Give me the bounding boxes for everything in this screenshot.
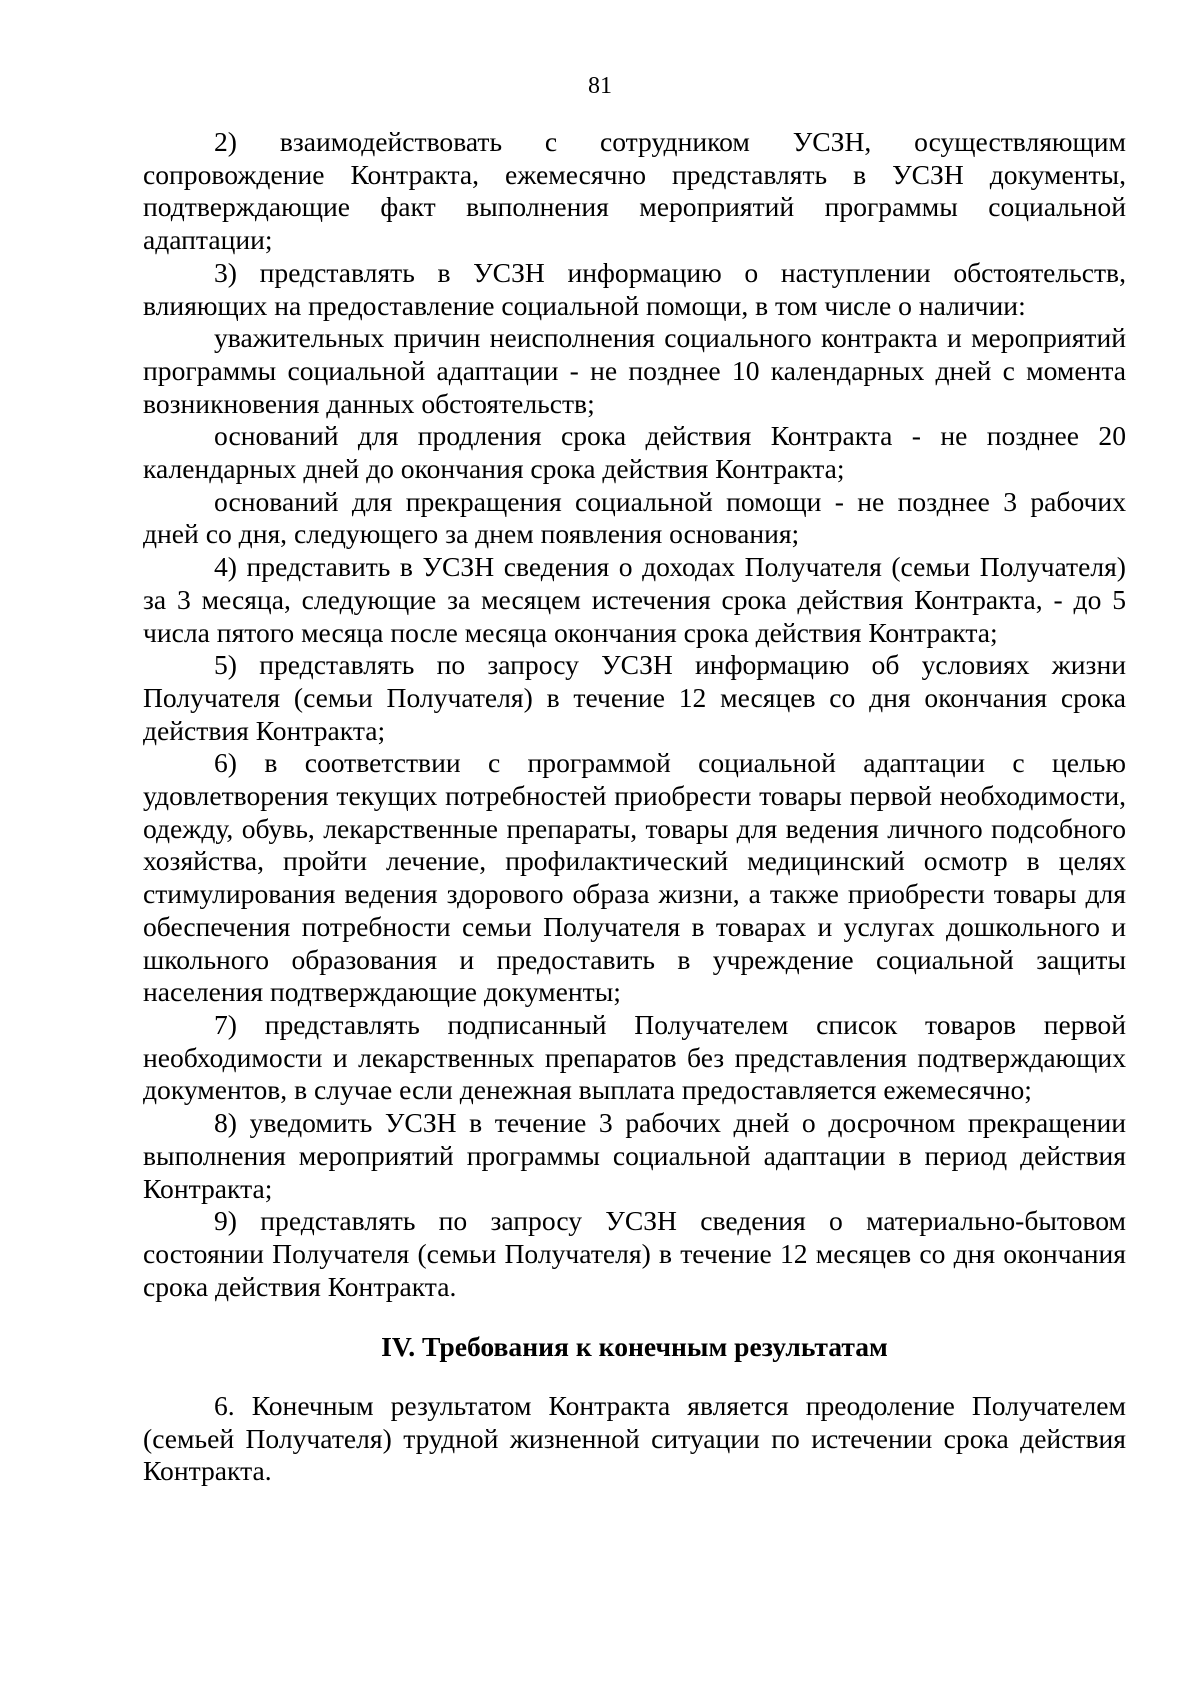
paragraph-subitem-extension-grounds: оснований для продления срока действия Контракта - не позднее 20 календарных дней до окончания срока действия Контракта; — [143, 420, 1126, 485]
paragraph-item-9: 9) представлять по запросу УСЗН сведения о материально-бытовом состоянии Получателя (семьи Получателя) в течение 12 месяцев со дня окончания срока действия Контракта. — [143, 1205, 1126, 1302]
page-number: 81 — [588, 73, 612, 99]
paragraph-item-4: 4) представить в УСЗН сведения о доходах Получателя (семьи Получателя) за 3 месяца, следующие за месяцем истечения срока действия Контракта, - до 5 числа пятого месяца после месяца окончания срока действия Контракта; — [143, 551, 1126, 648]
section-heading: IV. Требования к конечным результатам — [381, 1331, 888, 1363]
paragraph-item-3: 3) представлять в УСЗН информацию о наступлении обстоятельств, влияющих на предоставление социальной помощи, в том числе о наличии: — [143, 256, 1126, 321]
paragraph-item-6: 6) в соответствии с программой социальной адаптации с целью удовлетворения текущих потребностей приобрести товары первой необходимости, одежду, обувь, лекарственные препараты, товары для ведения личного подсобного хозяйства, пройти лечение, профилактический медицинский осмотр в целях стимулирования ведения здорового образа жизни, а также приобрести товары для обеспечения потребности семьи Получателя в товарах и услугах дошкольного и школьного образования и предоставить в учреждение социальной защиты населения подтверждающие документы; — [143, 747, 1126, 1008]
document-body — [143, 126, 1126, 1488]
paragraph-item-2: 2) взаимодействовать с сотрудником УСЗН, осуществляющим сопровождение Контракта, ежемесячно представлять в УСЗН документы, подтверждающие факт выполнения мероприятий программы социальной адаптации; — [143, 126, 1126, 256]
paragraph-item-7: 7) представлять подписанный Получателем список товаров первой необходимости и лекарственных препаратов без представления подтверждающих документов, в случае если денежная выплата предоставляется ежемесячно; — [143, 1008, 1126, 1106]
paragraph-final-result: 6. Конечным результатом Контракта является преодоление Получателем (семьей Получателя) трудной жизненной ситуации по истечении срока действия Контракта. — [143, 1390, 1126, 1487]
paragraph-item-8: 8) уведомить УСЗН в течение 3 рабочих дней о досрочном прекращении выполнения мероприятий программы социальной адаптации в период действия Контракта; — [143, 1107, 1126, 1204]
paragraph-subitem-termination-grounds: оснований для прекращения социальной помощи - не позднее 3 рабочих дней со дня, следующего за днем появления основания; — [143, 485, 1126, 550]
paragraph-item-5: 5) представлять по запросу УСЗН информацию об условиях жизни Получателя (семьи Получателя) в течение 12 месяцев со дня окончания срока действия Контракта; — [143, 649, 1126, 746]
paragraph-subitem-valid-reasons: уважительных причин неисполнения социального контракта и мероприятий программы социальной адаптации - не позднее 10 календарных дней с момента возникновения данных обстоятельств; — [143, 322, 1126, 419]
